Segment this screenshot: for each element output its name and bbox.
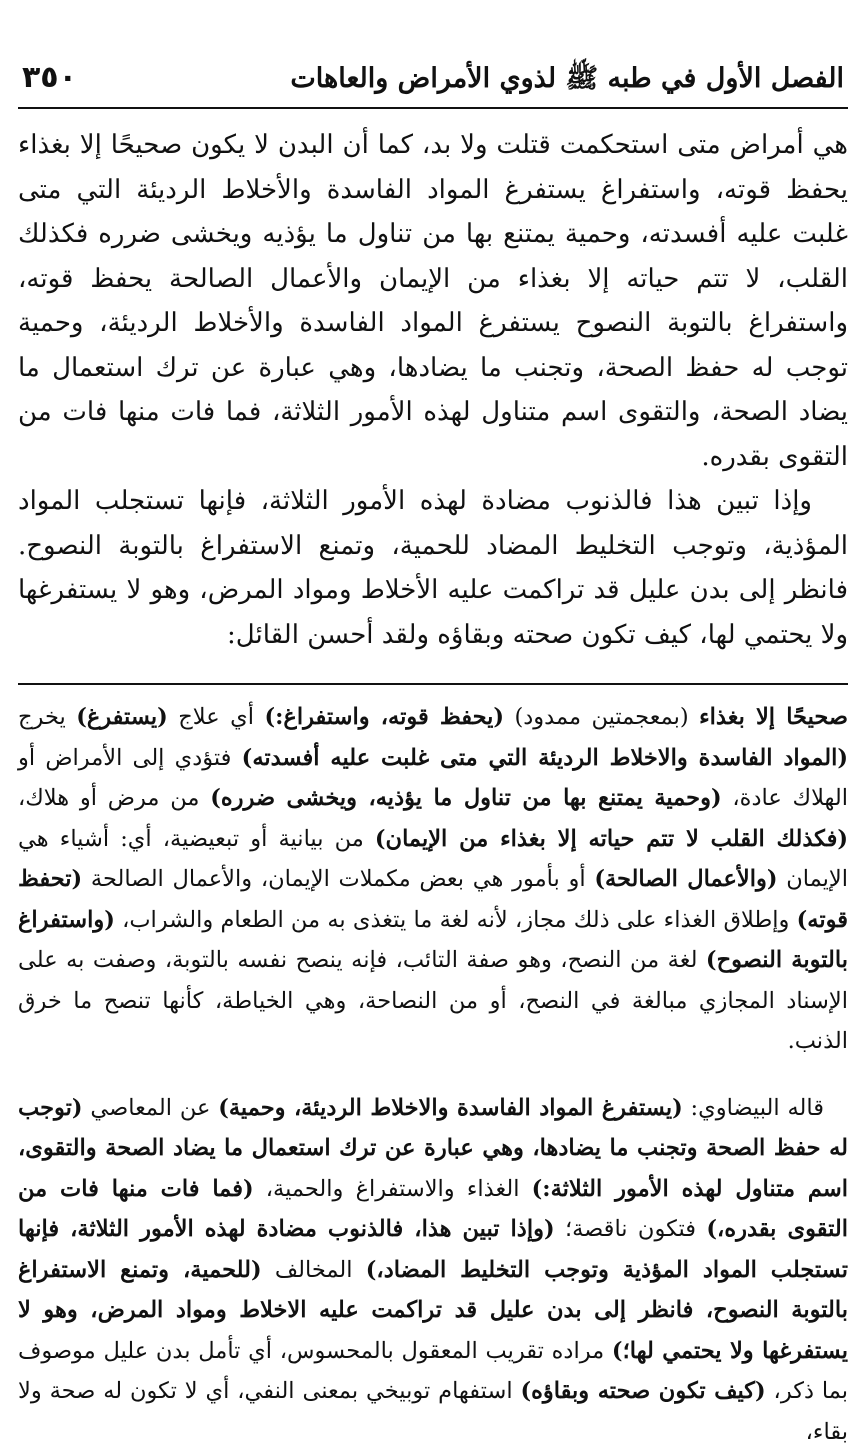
commentary-paragraph-2	[18, 1088, 848, 1452]
commentary-text: فتكون ناقصة؛	[555, 1216, 707, 1242]
commentary-text: الغذاء والاستفراغ والحمية،	[254, 1176, 532, 1202]
commentary-paragraph-1	[18, 697, 848, 1062]
quoted-text: (والأعمال الصالحة)	[594, 866, 777, 892]
commentary-text: المخالف	[262, 1257, 366, 1283]
quoted-text: (وحمية يمتنع بها من تناول ما يؤذيه، ويخشى ضرره)	[210, 785, 721, 811]
commentary-text: استفهام توبيخي بمعنى النفي، أي لا تكون له صحة ولا بقاء،	[18, 1378, 848, 1445]
quoted-text: (يستفرغ المواد الفاسدة والاخلاط الرديئة، وحمية)	[218, 1095, 683, 1121]
quoted-text: (فما فات منها فات من التقوى بقدره،)	[18, 1176, 848, 1243]
main-text	[18, 123, 848, 657]
commentary-text: أي علاج	[168, 704, 265, 730]
commentary-text: يخرج	[18, 704, 76, 730]
quoted-text: صحيحًا إلا بغذاء	[699, 704, 848, 730]
page-header	[18, 60, 848, 109]
commentary-text: أو بأمور هي بعض مكملات الإيمان، والأعمال الصالحة	[82, 866, 594, 892]
commentary-text: من مرض أو هلاك،	[18, 785, 210, 811]
quoted-text: (واستفراغ بالتوبة النصوح)	[18, 907, 848, 974]
commentary-text: قاله البيضاوي:	[683, 1095, 824, 1121]
quoted-text: (فكذلك القلب لا تتم حياته إلا بغذاء من الإيمان)	[375, 826, 848, 852]
quoted-text: (يستفرغ)	[76, 704, 168, 730]
quoted-text: (توجب له حفظ الصحة وتجنب ما يضادها، وهي عبارة عن ترك استعمال ما يضاد الصحة والتقوى، اسم متناول لهذه الأمور الثلاثة:)	[18, 1095, 848, 1202]
quoted-text: (وإذا تبين هذا، فالذنوب مضادة لهذه الأمور الثلاثة، فإنها تستجلب المواد المؤذية وتوجب التخليط المضاد،)	[18, 1216, 848, 1283]
commentary-text: مراده تقريب المعقول بالمحسوس، أي تأمل بدن عليل موصوف بما ذكر،	[18, 1338, 848, 1405]
main-paragraph-1: هي أمراض متى استحكمت قتلت ولا بد، كما أن البدن لا يكون صحيحًا إلا بغذاء يحفظ قوته، واستفراغ يستفرغ المواد الفاسدة والأخلاط الرديئة التي متى غلبت عليه أفسدته، وحمية يمتنع بها من تناول ما يؤذيه ويخشى ضرره فكذلك القلب، لا تتم حياته إلا بغذاء من الإيمان والأعمال الصالحة يحفظ قوته، واستفراغ بالتوبة النصوح يستفرغ المواد الفاسدة والأخلاط الرديئة، وحمية توجب له حفظ الصحة، وتجنب ما يضادها، وهي عبارة عن ترك استعمال ما يضاد الصحة، والتقوى اسم متناول لهذه الأمور الثلاثة، فما فات منها فات من التقوى بقدره.	[18, 123, 848, 479]
page-number: ٣٥٠	[22, 60, 77, 95]
quoted-text: (المواد الفاسدة والاخلاط الرديئة التي متى غلبت عليه أفسدته)	[242, 745, 848, 771]
quoted-text: (يحفظ قوته، واستفراغ:)	[264, 704, 504, 730]
commentary-section	[18, 697, 848, 1452]
commentary-text: (بمعجمتين ممدود)	[504, 704, 699, 730]
quoted-text: (كيف تكون صحته وبقاؤه)	[520, 1378, 765, 1404]
footnote-divider	[18, 683, 848, 685]
main-paragraph-2: وإذا تبين هذا فالذنوب مضادة لهذه الأمور الثلاثة، فإنها تستجلب المواد المؤذية، وتوجب التخليط المضاد للحمية، وتمنع الاستفراغ بالتوبة النصوح. فانظر إلى بدن عليل قد تراكمت عليه الأخلاط ومواد المرض، وهو لا يستفرغها ولا يحتمي لها، كيف تكون صحته وبقاؤه ولقد أحسن القائل:	[18, 479, 848, 657]
commentary-text: من بيانية أو تبعيضية، أي: أشياء هي الإيمان	[18, 826, 848, 893]
commentary-text: وإطلاق الغذاء على ذلك مجاز، لأنه لغة ما يتغذى به من الطعام والشراب،	[115, 907, 797, 933]
commentary-text: لغة من النصح، وهو صفة التائب، فإنه ينصح نفسه بالتوبة، وصفت به على الإسناد المجازي مبالغة في النصح، أو من النصاحة، وهي الخياطة، كأنها تنصح ما خرق الذنب.	[18, 947, 848, 1054]
commentary-text: فتؤدي إلى الأمراض أو الهلاك عادة،	[18, 745, 848, 812]
quoted-text: (تحفظ قوته)	[18, 866, 848, 933]
quoted-text: (للحمية، وتمنع الاستفراغ بالتوبة النصوح، فانظر إلى بدن عليل قد تراكمت عليه الاخلاط ومواد المرض، وهو لا يستفرغها ولا يحتمي لها؛)	[18, 1257, 848, 1364]
commentary-text: عن المعاصي	[83, 1095, 219, 1121]
running-title: الفصل الأول في طبه ﷺ لذوي الأمراض والعاهات	[290, 61, 844, 101]
